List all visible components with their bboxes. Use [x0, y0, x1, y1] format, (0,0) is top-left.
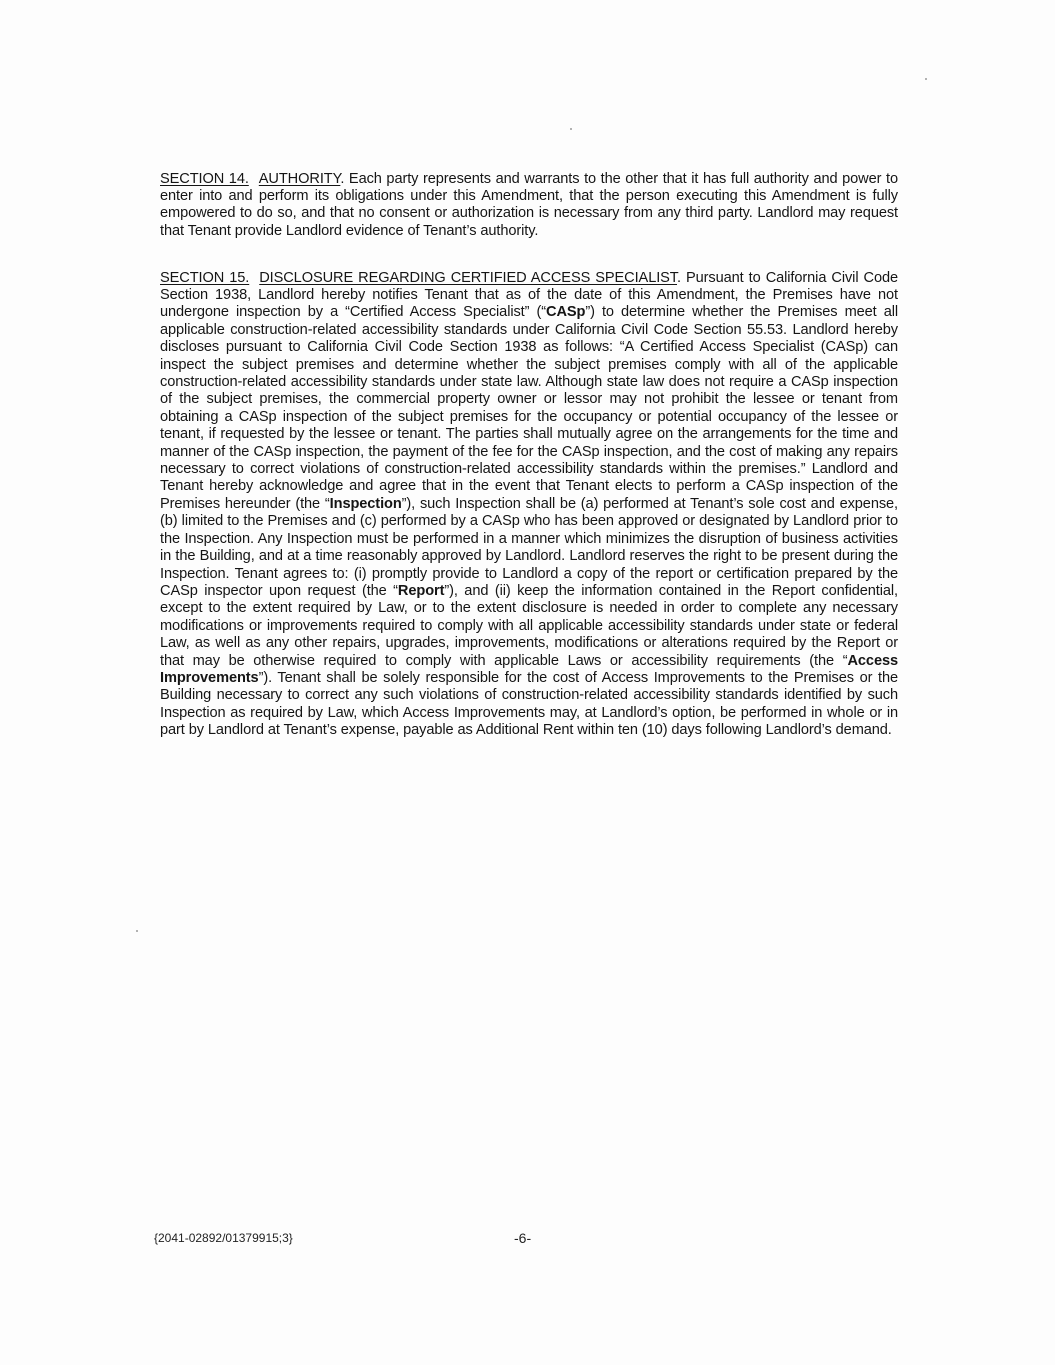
scan-speck [136, 930, 138, 932]
section-15-text-5: ”). Tenant shall be solely responsible for the cost of Access Improvements to the Premises or the Building necessary to correct any such violations of construction-related accessibility standards identified by such Inspection as required by Law, which Access Improvements may, at Landlord’s option, be performed in whole or in part by Landlord at Tenant’s expense, payable as Additional Rent within ten (10) days following Landlord’s demand. [160, 669, 898, 739]
section-15-text-3: ”), such Inspection shall be (a) performed at Tenant’s sole cost and expense, (b) limited to the Premises and (c) performed by a CASp who has been approved or designated by Landlord prior to the Inspection. Any Inspection must be performed in a manner which minimizes the disruption of business activities in the Building, and at a time reasonably approved by Landlord. Landlord reserves the right to be present during the Inspection. Tenant agrees to: (i) promptly provide to Landlord a copy of the report or certification prepared by the CASp inspector upon request (the “ [160, 495, 898, 599]
section-15-text-4: ”), and (ii) keep the information contained in the Report confidential, except to the extent required by Law, or to the extent disclosure is needed in order to complete any necessary modifications or improvements required to comply with all applicable accessibility standards under state or federal Law, as well as any other repairs, upgrades, improvements, modifications or alterations required by the Report or that may be otherwise required to comply with applicable Laws or accessibility requirements (the “ [160, 582, 898, 669]
section-15-text-2: ”) to determine whether the Premises meet all applicable construction-related accessibility standards under California Civil Code Section 55.53. Landlord hereby discloses pursuant to California Civil Code Section 1938 as follows: “A Certified Access Specialist (CASp) can inspect the subject premises and determine whether the subject premises comply with all of the applicable construction-related accessibility standards under state law. Although state law does not require a CASp inspection of the subject premises, the commercial property owner or lessor may not prohibit the lessee or tenant from obtaining a CASp inspection of the subject premises for the occupancy or potential occupancy of the lessee or tenant, if requested by the lessee or tenant. The parties shall mutually agree on the arrangements for the time and manner of the CASp inspection, the payment of the fee for the CASp inspection, and the cost of making any repairs necessary to correct violations of construction-related accessibility standards within the premises.” Landlord and Tenant hereby acknowledge and agree that in the event that Tenant elects to perform a CASp inspection of the Premises hereunder (the “ [160, 304, 898, 512]
defined-term-casp: CASp [546, 304, 586, 321]
section-15-paragraph [160, 270, 898, 740]
scan-speck [925, 78, 927, 80]
scan-speck [570, 128, 572, 130]
section-14-heading: AUTHORITY [258, 170, 341, 187]
section-14-body: . Each party represents and warrants to the other that it has full authority and power to enter into and perform its obligations under this Amendment, that the person executing this Amendment is fully empowered to do so, and that no consent or authorization is necessary from any third party. Landlord may request that Tenant provide Landlord evidence of Tenant’s authority. [160, 170, 898, 239]
defined-term-inspection: Inspection [329, 495, 402, 512]
section-15-number: SECTION 15. [160, 269, 250, 286]
defined-term-report: Report [397, 582, 445, 599]
section-14-paragraph [160, 171, 898, 241]
defined-term-access-improvements: Access Improvements [160, 652, 898, 686]
section-15-text-1: . Pursuant to California Civil Code Section 1938, Landlord hereby notifies Tenant that as of the date of this Amendment, the Premises have not undergone inspection by a “Certified Access Specialist” (“ [160, 269, 898, 321]
section-15-heading: DISCLOSURE REGARDING CERTIFIED ACCESS SPECIALIST [259, 269, 677, 286]
footer-page-number: -6- [514, 1230, 532, 1246]
section-14-number: SECTION 14. [160, 170, 249, 187]
footer-document-id: {2041-02892/01379915;3} [154, 1231, 293, 1245]
